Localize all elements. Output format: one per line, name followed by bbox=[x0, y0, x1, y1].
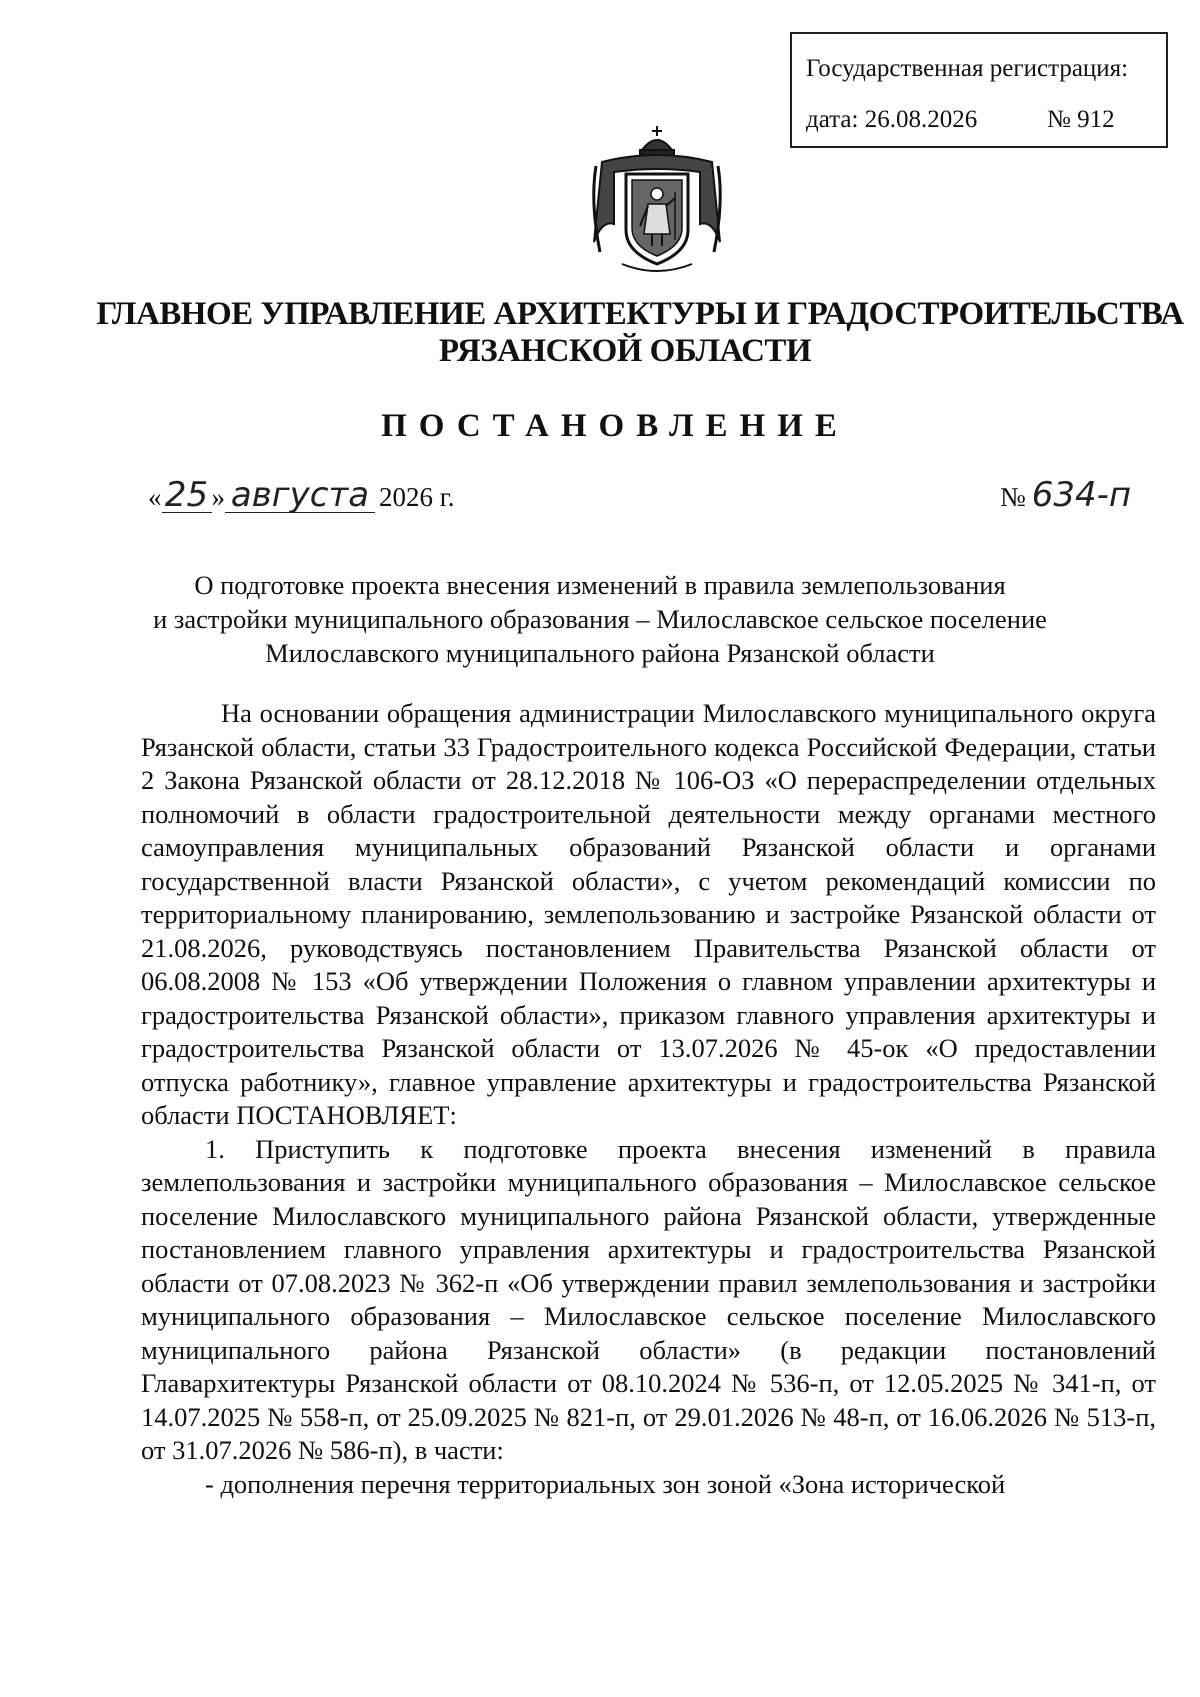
document-number-value: 634-п bbox=[1031, 475, 1132, 515]
document-type: ПОСТАНОВЛЕНИЕ bbox=[381, 408, 849, 444]
organization-region: РЯЗАНСКОЙ ОБЛАСТИ bbox=[438, 333, 812, 369]
document-date bbox=[148, 475, 455, 515]
date-month: августа bbox=[225, 478, 375, 513]
subject-line: О подготовке проекта внесения изменений в правила землепользования bbox=[194, 570, 1006, 600]
document-subject bbox=[130, 568, 1070, 670]
document-number bbox=[1000, 475, 1142, 515]
bullet-paragraph: - дополнения перечня территориальных зон зоной «Зона исторической bbox=[205, 1468, 1006, 1499]
registration-title: Государственная регистрация: bbox=[806, 55, 1129, 82]
subject-line: и застройки муниципального образования – Милославское сельское поселение bbox=[153, 604, 1047, 634]
organization-name: ГЛАВНОЕ УПРАВЛЕНИЕ АРХИТЕКТУРЫ И ГРАДОСТРОИТЕЛЬСТВА bbox=[96, 296, 1184, 332]
registration-stamp bbox=[790, 32, 1168, 148]
registration-number: № 912 bbox=[1047, 106, 1115, 133]
subject-line: Милославского муниципального района Рязанской области bbox=[265, 638, 935, 668]
ryazan-coat-of-arms-icon bbox=[582, 122, 732, 282]
preamble-paragraph: На основании обращения администрации Милославского муниципального округа Рязанской области, статьи 33 Градостроительного кодекса Российской Федерации, статьи 2 Закона Рязанской области от 28.12.2018 № 106-ОЗ «О перераспределении отдельных полномочий в области градостроительной деятельности между органами местного самоуправления муниципальных образований Рязанской области и органами государственной власти Рязанской области», с учетом рекомендаций комиссии по территориальному планированию, землепользованию и застройке Рязанской области от 21.08.2026, руководствуясь постановлением Правительства Рязанской области от 06.08.2008 № 153 «Об утверждении Положения о главном управлении архитектуры и градостроительства Рязанской области», приказом главного управления архитектуры и градостроительства Рязанской области от 13.07.2026 № 45-ок «О предоставлении отпуска работнику», главное управление архитектуры и градостроительства Рязанской области ПОСТАНОВЛЯЕТ: bbox=[141, 698, 1156, 1130]
document-body bbox=[141, 697, 1156, 1501]
item-1-paragraph: 1. Приступить к подготовке проекта внесения изменений в правила землепользования и застройки муниципального образования – Милославское сельское поселение Милославского муниципального района Рязанской области, утвержденные постановлением главного управления архитектуры и градостроительства Рязанской области от 07.08.2023 № 362-п «Об утверждении правил землепользования и застройки муниципального образования – Милославское сельское поселение Милославского муниципального района Рязанской области» (в редакции постановлений Главархитектуры Рязанской области от 08.10.2024 № 536-п, от 12.05.2025 № 341-п, от 14.07.2025 № 558-п, от 25.09.2025 № 821-п, от 29.01.2026 № 48-п, от 16.06.2026 № 513-п, от 31.07.2026 № 586-п), в части: bbox=[141, 1133, 1156, 1465]
date-day: 25 bbox=[162, 478, 212, 513]
date-close-quote: » bbox=[211, 482, 225, 512]
document-number-label: № bbox=[1000, 482, 1026, 512]
date-year: 2026 г. bbox=[379, 482, 455, 512]
date-open-quote: « bbox=[148, 482, 162, 512]
registration-date: дата: 26.08.2026 bbox=[806, 106, 978, 133]
